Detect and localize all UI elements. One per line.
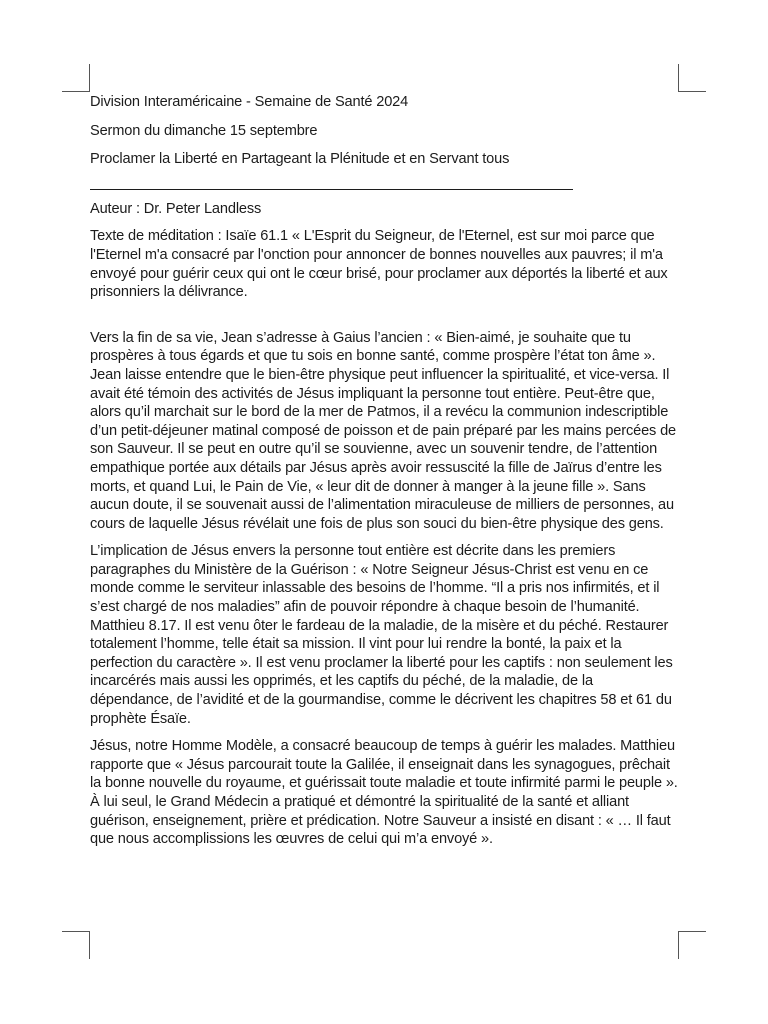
meditation-text: Texte de méditation : Isaïe 61.1 « L'Esprit du Seigneur, de l'Eternel, est sur moi parce que l'Eternel m'a consacré par l'onction pour annoncer de bonnes nouvelles aux pauvres; il m'a envoyé pour guérir ceux qui ont le cœur brisé, pour proclamer aux déportés la liberté et aux prisonniers la délivrance. [90, 228, 668, 301]
crop-mark-bottom-left [62, 931, 90, 932]
crop-mark-bottom-right [678, 931, 679, 959]
crop-mark-bottom-left [89, 931, 90, 959]
paragraph: L’implication de Jésus envers la personne tout entière est décrite dans les premiers paragraphes du Ministère de la Guérison : « Notre Seigneur Jésus-Christ est venu en ce monde comme le serviteur inlassable des besoins de l’homme. “Il a pris nos infirmités, et il s’est chargé de nos maladies” afin de pouvoir répondre à chaque besoin de l’humanité. Matthieu 8.17. Il est venu ôter le fardeau de la maladie, de la misère et du péché. Restaurer totalement l’homme, telle était sa mission. Il vint pour lui rendre la bonté, la paix et la perfection du caractère ». Il est venu proclamer la liberté pour les captifs : non seulement les incarcérés mais aussi les opprimés, et les captifs du péché, de la maladie, de la dépendance, de l’avidité et de la gourmandise, comme le décrivent les chapitres 58 et 61 du prophète Ésaïe. [90, 543, 673, 727]
crop-mark-top-right [678, 64, 679, 92]
spacer [90, 311, 678, 329]
paragraph: Vers la fin de sa vie, Jean s’adresse à Gaius l’ancien : « Bien-aimé, je souhaite que tu prospères à tous égards et que tu sois en bonne santé, comme prospère l’état ton âme ». Jean laisse entendre que le bien-être physique peut influencer la spiritualité, et vice-versa. Il avait été témoin des activités de Jésus impliquant la personne tout entière. Peut-être que, alors qu’il marchait sur le bord de la mer de Patmos, il a revécu la communion indescriptible d’un petit-déjeuner matinal composé de poisson et de pain préparé par les mains percées de son Sauveur. Il se peut en outre qu’il se souvienne, avec un souvenir tendre, de l’attention empathique portée aux détails par Jésus après avoir ressuscité la fille de Jaïrus d’entre les morts, et quand Lui, le Pain de Vie, « leur dit de donner à manger à la jeune fille ». Sans aucun doute, il se souvenait aussi de l’alimentation miraculeuse de milliers de personnes, au cours de laquelle Jésus révélait une fois de plus son souci du bien-être physique des gens. [90, 329, 677, 532]
crop-mark-top-right [678, 91, 706, 92]
header-sermon-date: Sermon du dimanche 15 septembre [90, 122, 318, 139]
crop-mark-bottom-right [678, 931, 706, 932]
author-line: Auteur : Dr. Peter Landless [90, 200, 262, 217]
crop-mark-top-left [89, 64, 90, 92]
crop-mark-top-left [62, 91, 90, 92]
sermon-title: Proclamer la Liberté en Partageant la Plénitude et en Servant tous [90, 151, 510, 168]
document-body [90, 93, 678, 858]
paragraph: Jésus, notre Homme Modèle, a consacré beaucoup de temps à guérir les malades. Matthieu rapporte que « Jésus parcourait toute la Galilée, il enseignait dans les synagogues, prêchait la bonne nouvelle du royaume, et guérissait toute maladie et toute infirmité parmi le peuple ». À lui seul, le Grand Médecin a pratiqué et démontré la spiritualité de la santé et alliant guérison, enseignement, prière et prédication. Notre Sauveur a insisté en disant : « … Il faut que nous accomplissions les œuvres de celui qui m’a envoyé ». [90, 738, 678, 848]
header-division: Division Interaméricaine - Semaine de Santé 2024 [90, 94, 409, 110]
separator-line [90, 179, 573, 190]
